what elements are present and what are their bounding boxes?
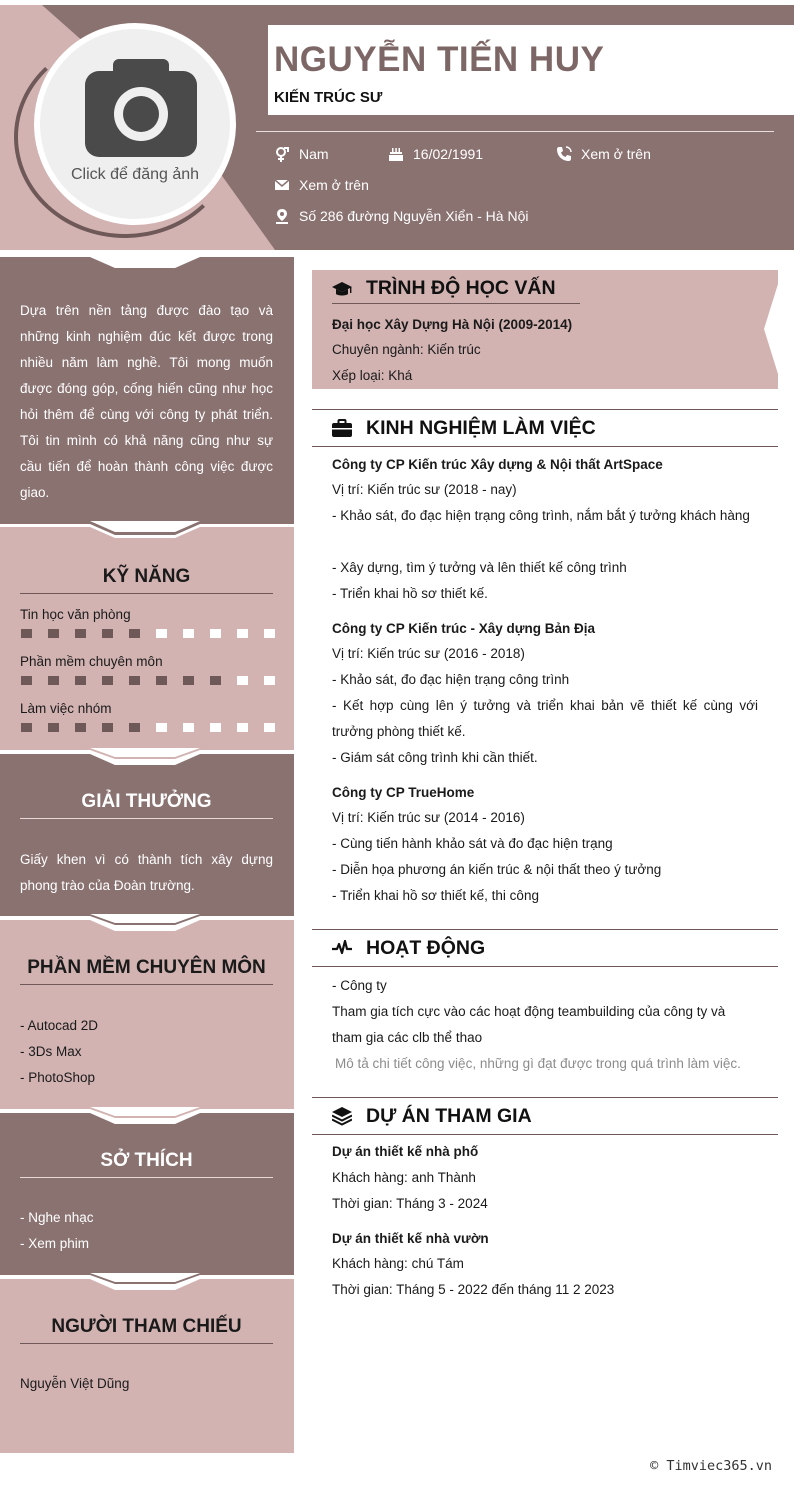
project-name: Dự án thiết kế nhà vườn (332, 1231, 489, 1246)
notch-decoration (0, 914, 294, 936)
job-task: - Diễn họa phương án kiến trúc & nội thất theo ý tưởng (332, 862, 662, 877)
skill-dot-filled (102, 629, 113, 638)
skill-dot-filled (21, 676, 32, 685)
education-school: Đại học Xây Dựng Hà Nội (2009-2014) (332, 317, 573, 332)
awards-text: Giấy khen vì có thành tích xây dựng phong trào của Đoàn trường. (20, 852, 273, 893)
hobbies-title: SỞ THÍCH (20, 1150, 273, 1178)
activity-description: Tham gia tích cực vào các hoạt động teambuilding của công ty và tham gia các clb thể thao (332, 1004, 726, 1045)
software-title: PHẦN MỀM CHUYÊN MÔN (20, 957, 273, 985)
birthday-info (388, 146, 483, 162)
objective-text: Dựa trên nền tảng được đào tạo và những kinh nghiệm đúc kết được trong nhiều năm làm nghề. Tôi mong muốn được đóng góp, cống hiến cũng như học hỏi thêm để cùng với công ty phát triển. Tôi tin mình có khả năng cũng như sự cầu tiến để hoàn thành công việc được giao. (20, 303, 273, 500)
projects-header (312, 1097, 778, 1135)
reference-name: Nguyễn Việt Dũng (20, 1376, 130, 1391)
job-company: Công ty CP Kiến trúc - Xây dựng Bản Địa (332, 621, 596, 636)
job-company: Công ty CP Kiến trúc Xây dựng & Nội thất ArtSpace (332, 457, 663, 472)
objective-section (0, 268, 294, 521)
notch-decoration (0, 1273, 294, 1295)
job-company: Công ty CP TrueHome (332, 785, 475, 800)
software-section (0, 933, 294, 1108)
hobby-item: - Xem phim (20, 1236, 90, 1251)
experience-title: KINH NGHIỆM LÀM VIỆC (366, 416, 596, 439)
software-item: - Autocad 2D (20, 1018, 99, 1033)
notch-decoration (0, 521, 294, 543)
layers-icon (332, 1106, 352, 1126)
job-task: - Kết hợp cùng lên ý tưởng và triển khai bản vẽ thiết kế cùng với trưởng phòng thiết kế. (332, 698, 758, 739)
skills-title: KỸ NĂNG (20, 566, 273, 594)
job-task: - Cùng tiến hành khảo sát và đo đạc hiện trạng (332, 836, 613, 851)
skill-dot-filled (210, 676, 221, 685)
skill-dot-filled (129, 676, 140, 685)
project-time: Thời gian: Tháng 3 - 2024 (332, 1196, 488, 1211)
project-client: Khách hàng: chú Tám (332, 1256, 464, 1271)
skill-rating (21, 676, 275, 685)
pulse-icon (332, 938, 352, 958)
software-item: - 3Ds Max (20, 1044, 82, 1059)
job-title: KIẾN TRÚC SƯ (274, 89, 383, 106)
phone-text: Xem ở trên (581, 146, 651, 162)
activities-header (312, 929, 778, 967)
email-text: Xem ở trên (299, 177, 369, 193)
header-divider (256, 131, 774, 132)
skill-dot-empty (183, 629, 194, 638)
birthday-text: 16/02/1991 (413, 146, 484, 162)
envelope-icon (274, 177, 290, 193)
job-task: - Triển khai hồ sơ thiết kế. (332, 586, 488, 601)
education-grade: Xếp loại: Khá (332, 368, 413, 383)
hobbies-section (0, 1126, 294, 1274)
awards-title: GIẢI THƯỞNG (20, 791, 273, 819)
skill-dot-filled (129, 723, 140, 732)
project-time: Thời gian: Tháng 5 - 2022 đến tháng 11 2 2023 (332, 1282, 615, 1297)
photo-upload-label: Click để đăng ảnh (70, 166, 200, 183)
footer-watermark: © Timviec365.vn (650, 1458, 772, 1474)
briefcase-icon (332, 418, 352, 438)
camera-icon (85, 59, 197, 157)
skill-dot-filled (156, 676, 167, 685)
activities-title: HOẠT ĐỘNG (366, 936, 486, 959)
job-task: - Triển khai hồ sơ thiết kế, thi công (332, 888, 539, 903)
project-name: Dự án thiết kế nhà phố (332, 1144, 479, 1159)
phone-info (556, 146, 651, 162)
job-task: - Giám sát công trình khi cần thiết. (332, 750, 538, 765)
hobby-item: - Nghe nhạc (20, 1210, 94, 1225)
skill-dot-filled (48, 723, 59, 732)
skill-dot-empty (264, 629, 275, 638)
education-title: TRÌNH ĐỘ HỌC VẤN (366, 277, 556, 299)
software-item: - PhotoShop (20, 1070, 96, 1085)
skill-dot-filled (75, 629, 86, 638)
skill-rating (21, 629, 275, 638)
skill-dot-empty (264, 723, 275, 732)
awards-section (0, 767, 294, 915)
skill-dot-empty (183, 723, 194, 732)
job-position: Vị trí: Kiến trúc sư (2014 - 2016) (332, 810, 525, 825)
skill-name: Tin học văn phòng (20, 607, 131, 622)
skill-rating (21, 723, 275, 732)
skill-dot-filled (75, 676, 86, 685)
experience-header (312, 409, 778, 447)
skill-name: Làm việc nhóm (20, 701, 112, 716)
skill-dot-empty (237, 676, 248, 685)
skill-dot-empty (237, 629, 248, 638)
skill-dot-filled (21, 629, 32, 638)
skill-name: Phần mềm chuyên môn (20, 654, 163, 669)
skill-dot-filled (129, 629, 140, 638)
job-task: - Khảo sát, đo đạc hiện trạng công trình (332, 672, 570, 687)
skill-dot-empty (210, 629, 221, 638)
skill-dot-filled (183, 676, 194, 685)
activity-org: - Công ty (332, 978, 387, 993)
skill-dot-filled (21, 723, 32, 732)
skill-dot-filled (48, 676, 59, 685)
skill-dot-filled (48, 629, 59, 638)
address-text: Số 286 đường Nguyễn Xiển - Hà Nội (299, 208, 529, 224)
skill-dot-filled (102, 723, 113, 732)
gender-info (274, 146, 329, 162)
notch-decoration (0, 1107, 294, 1129)
skill-dot-empty (237, 723, 248, 732)
skills-section (0, 540, 294, 748)
notch-decoration (0, 748, 294, 770)
address-info (274, 208, 528, 224)
skill-dot-empty (156, 629, 167, 638)
references-section (0, 1292, 294, 1453)
skill-dot-empty (264, 676, 275, 685)
skill-dot-empty (156, 723, 167, 732)
email-info (274, 177, 369, 193)
cake-icon (388, 146, 404, 162)
graduation-cap-icon (332, 279, 352, 299)
gender-icon (274, 146, 290, 162)
gender-text: Nam (299, 146, 329, 162)
activity-placeholder[interactable]: Mô tả chi tiết công việc, những gì đạt được trong quá trình làm việc. (335, 1056, 741, 1071)
skill-dot-filled (102, 676, 113, 685)
education-header (332, 274, 580, 304)
job-task: - Khảo sát, đo đạc hiện trạng công trình, nắm bắt ý tưởng khách hàng (332, 508, 750, 523)
skill-dot-empty (210, 723, 221, 732)
project-client: Khách hàng: anh Thành (332, 1170, 476, 1185)
references-title: NGƯỜI THAM CHIẾU (20, 1316, 273, 1344)
map-pin-icon (274, 208, 290, 224)
projects-title: DỰ ÁN THAM GIA (366, 1104, 532, 1127)
notch-decoration (0, 250, 294, 272)
skill-dot-filled (75, 723, 86, 732)
phone-icon (556, 146, 572, 162)
photo-upload[interactable] (34, 23, 236, 225)
candidate-name: NGUYỄN TIẾN HUY (274, 40, 605, 79)
education-major: Chuyên ngành: Kiến trúc (332, 342, 481, 357)
job-position: Vị trí: Kiến trúc sư (2018 - nay) (332, 482, 517, 497)
job-position: Vị trí: Kiến trúc sư (2016 - 2018) (332, 646, 525, 661)
job-task: - Xây dựng, tìm ý tưởng và lên thiết kế công trình (332, 560, 627, 575)
